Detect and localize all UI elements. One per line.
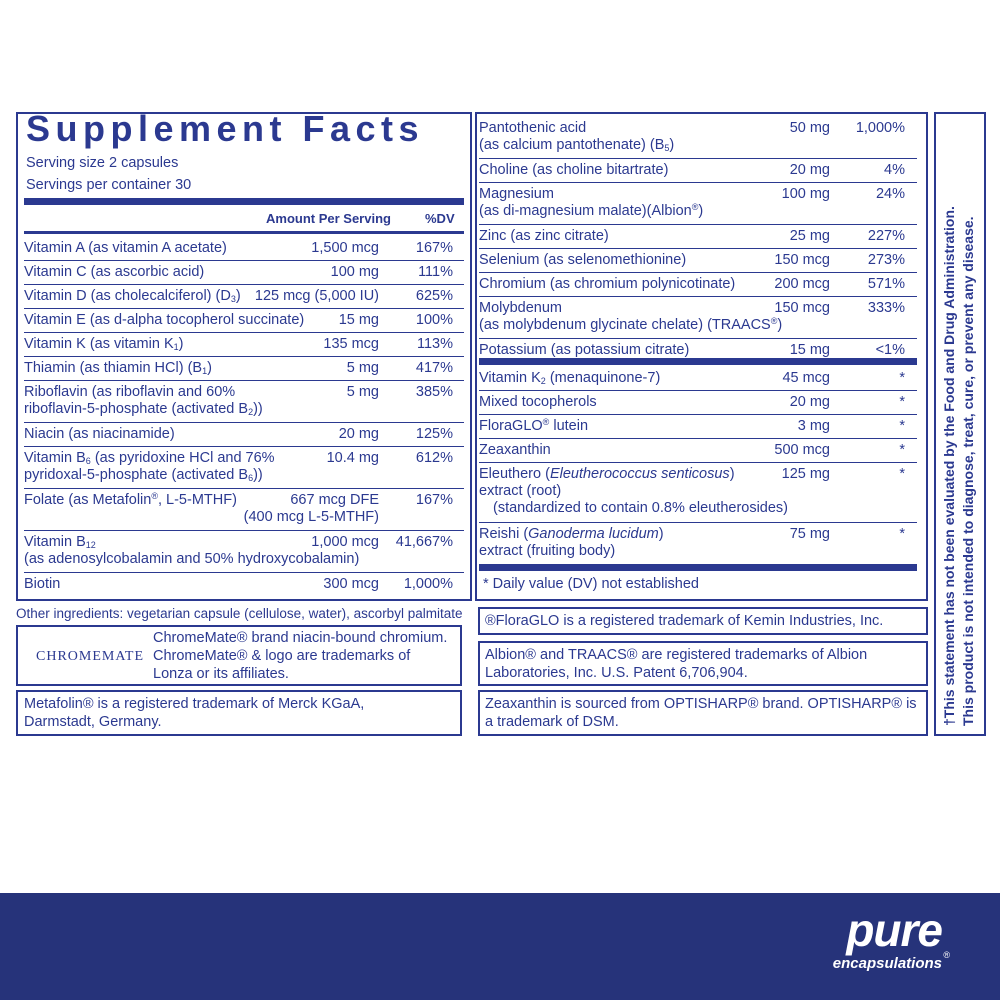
nutrient-amount [339, 312, 379, 329]
text-fragment: Vitamin A (as vitamin A acetate) [24, 240, 227, 256]
chromemate-line1: ChromeMate® brand niacin-bound chromium. [153, 630, 448, 646]
fda-statement [936, 112, 986, 736]
nutrient-dv: 167% [415, 492, 453, 508]
nutrient-name [479, 342, 689, 359]
nutrient-dv: 227% [867, 228, 905, 244]
subscript: 12 [85, 540, 96, 550]
text-fragment: FloraGLO [479, 418, 543, 434]
nutrient-name-line [24, 426, 175, 443]
brand-logo: pure [846, 904, 942, 956]
subscript: 5 [664, 143, 670, 153]
text-fragment: Zinc (as zinc citrate) [479, 228, 609, 244]
nutrient-dv: 273% [867, 252, 905, 268]
text-fragment: ) [669, 137, 675, 153]
nutrient-amount [782, 466, 830, 483]
text-fragment: Ganoderma lucidum [528, 526, 659, 542]
nutrient-name [479, 162, 668, 179]
nutrient-dv: 571% [867, 276, 905, 292]
nutrient-row [479, 522, 917, 564]
amount-line: 500 mcg [774, 442, 830, 458]
superscript: ® [151, 491, 158, 501]
nutrient-name [24, 492, 237, 509]
nutrient-dv: 333% [867, 300, 905, 316]
nutrient-name-line [479, 276, 735, 293]
nutrient-amount [790, 228, 830, 245]
text-fragment: Choline (as choline bitartrate) [479, 162, 669, 178]
nutrient-name [24, 426, 175, 443]
nutrient-name-line [479, 543, 664, 560]
text-fragment: ) [658, 526, 664, 542]
nutrient-name [24, 312, 304, 329]
nutrient-row [479, 248, 917, 272]
servings-per-container: Servings per container 30 [26, 177, 192, 193]
text-fragment: Eleutherococcus senticosus [549, 466, 730, 482]
text-fragment: Potassium (as potassium citrate) [479, 342, 690, 358]
amount-per-serving-header: Amount Per Serving [266, 211, 391, 226]
nutrient-name [24, 360, 212, 377]
nutrient-name-line [24, 312, 304, 329]
chromemate-line3: Lonza or its affiliates. [153, 666, 289, 682]
nutrient-name [24, 240, 227, 257]
text-fragment: (as molybdenum glycinate chelate) (TRAACS [479, 317, 771, 333]
text-fragment: Vitamin C (as ascorbic acid) [24, 264, 205, 280]
nutrient-row [24, 332, 464, 356]
nutrient-name-line [24, 240, 227, 257]
nutrient-name-line [479, 526, 664, 543]
nutrient-amount [790, 394, 830, 411]
nutrient-row [479, 462, 917, 522]
dv-note: * Daily value (DV) not established [483, 576, 699, 592]
text-fragment: , L-5-MTHF) [157, 492, 237, 508]
albion-line2: Laboratories, Inc. U.S. Patent 6,706,904. [485, 665, 748, 681]
text-fragment: Vitamin K (as vitamin K [24, 336, 174, 352]
nutrient-name-line [479, 252, 686, 269]
nutrient-name [479, 300, 782, 334]
nutrient-row [479, 366, 917, 390]
superscript: ® [542, 417, 550, 427]
nutrient-amount [790, 526, 830, 543]
zeaxanthin-line1: Zeaxanthin is sourced from OPTISHARP® brand. OPTISHARP® is [485, 696, 917, 712]
nutrient-name-line [24, 551, 359, 568]
amount-line: 150 mcg [774, 300, 830, 316]
amount-line: 10.4 mg [326, 450, 379, 466]
nutrient-dv: 111% [418, 264, 453, 280]
nutrient-row [479, 182, 917, 224]
nutrient-name [479, 276, 735, 293]
nutrient-row [479, 414, 917, 438]
text-fragment: lutein [549, 418, 589, 434]
amount-line: 1,000 mcg [311, 534, 379, 550]
nutrient-name-line [24, 450, 275, 467]
nutrient-name [479, 418, 588, 435]
text-fragment: ) [207, 360, 212, 376]
nutrient-dv: * [899, 442, 905, 458]
other-ingredients: Other ingredients: vegetarian capsule (cellulose, water), ascorbyl palmitate [16, 606, 463, 621]
nutrient-name [24, 288, 241, 305]
nutrient-amount [331, 264, 379, 281]
nutrient-name-line [24, 288, 241, 305]
nutrient-name-line [24, 467, 275, 484]
floraglo-note: ®FloraGLO is a registered trademark of Kemin Industries, Inc. [485, 613, 884, 629]
nutrient-dv: 1,000% [403, 576, 453, 592]
nutrient-name-line [24, 360, 212, 377]
nutrient-dv: * [899, 526, 905, 542]
text-fragment: (as adenosylcobalamin and 50% hydroxycobalamin) [24, 551, 360, 567]
nutrient-name-line [479, 466, 788, 483]
nutrient-dv: 167% [415, 240, 453, 256]
header-rule [24, 231, 464, 234]
amount-line: 5 mg [346, 360, 379, 376]
nutrient-amount [347, 360, 379, 377]
amount-line: 300 mcg [323, 576, 379, 592]
nutrient-dv: 385% [415, 384, 453, 400]
text-fragment: Molybdenum [479, 300, 563, 316]
nutrient-name-line [24, 264, 204, 281]
text-fragment: )) [253, 401, 263, 417]
amount-line: 100 mg [781, 186, 830, 202]
nutrient-name-line [479, 370, 660, 387]
amount-line: 75 mg [789, 526, 830, 542]
text-fragment: Vitamin K [479, 370, 541, 386]
nutrient-name-line [479, 342, 689, 359]
brand-footer [0, 893, 1000, 1000]
nutrient-amount [339, 426, 379, 443]
nutrient-name [479, 394, 597, 411]
nutrient-name [24, 450, 275, 484]
subscript: 6 [85, 456, 91, 466]
nutrient-dv: 113% [416, 336, 453, 352]
nutrient-amount [311, 240, 379, 257]
text-fragment: (standardized to contain 0.8% eleutherosides) [493, 500, 789, 516]
nutrient-dv: 417% [415, 360, 453, 376]
text-fragment: (as di-magnesium malate)(Albion [479, 203, 692, 219]
nutrient-dv: 612% [415, 450, 453, 466]
nutrient-row [24, 308, 464, 332]
nutrient-name [479, 442, 551, 459]
dv-header: %DV [425, 211, 455, 226]
nutrient-name-line [24, 384, 263, 401]
nutrient-name [479, 252, 686, 269]
amount-line: 100 mg [330, 264, 379, 280]
nutrient-name-line [479, 300, 782, 317]
nutrient-row [24, 530, 464, 572]
nutrient-amount [347, 384, 379, 401]
subscript: 3 [230, 294, 236, 304]
nutrient-row [24, 236, 464, 260]
nutrient-amount [798, 418, 830, 435]
text-fragment: Selenium (as selenomethionine) [479, 252, 687, 268]
nutrient-name-line [479, 137, 674, 154]
amount-line: 20 mg [338, 426, 379, 442]
nutrient-name-line [479, 120, 674, 137]
text-fragment: (menaquinone-7) [545, 370, 661, 386]
amount-line: 1,500 mcg [311, 240, 379, 256]
right-section-divider [479, 358, 917, 365]
nutrient-amount [774, 442, 830, 459]
nutrient-amount [323, 576, 379, 593]
nutrient-row [24, 422, 464, 446]
subscript: 2 [248, 407, 254, 417]
amount-line: 5 mg [346, 384, 379, 400]
amount-line: 200 mcg [774, 276, 830, 292]
nutrient-name-line [479, 394, 597, 411]
nutrient-amount [790, 162, 830, 179]
amount-line: 125 mg [781, 466, 830, 482]
metafolin-line1: Metafolin® is a registered trademark of Merck KGaA, [24, 696, 365, 712]
amount-line: 50 mg [789, 120, 830, 136]
text-fragment: ) [777, 317, 783, 333]
nutrient-name [24, 576, 60, 593]
nutrient-name [24, 534, 359, 568]
text-fragment: ) [178, 336, 184, 352]
brand-registered-mark: ® [943, 950, 950, 960]
nutrient-amount [323, 336, 379, 353]
serving-size: Serving size 2 capsules [26, 155, 179, 171]
nutrient-row [479, 390, 917, 414]
nutrient-row [24, 572, 464, 596]
nutrient-row [479, 438, 917, 462]
text-fragment: extract (fruiting body) [479, 543, 616, 559]
nutrient-row [24, 260, 464, 284]
nutrient-row [24, 284, 464, 308]
albion-line1: Albion® and TRAACS® are registered trademarks of Albion [485, 647, 868, 663]
amount-line: 3 mg [797, 418, 830, 434]
text-fragment: pyridoxal-5-phosphate (activated B [24, 467, 249, 483]
text-fragment: (as pyridoxine HCl and 76% [90, 450, 275, 466]
chromemate-logo: CHROMEMATE [36, 649, 145, 664]
nutrient-name-line [479, 186, 703, 203]
nutrient-amount [774, 300, 830, 317]
text-fragment: Chromium (as chromium polynicotinate) [479, 276, 736, 292]
nutrient-name [479, 120, 674, 154]
amount-line: 125 mcg (5,000 IU) [254, 288, 379, 304]
nutrient-row [479, 158, 917, 182]
nutrient-dv: 24% [875, 186, 905, 202]
right-bottom-divider [479, 564, 917, 571]
nutrient-dv: 1,000% [855, 120, 905, 136]
amount-line: 25 mg [789, 228, 830, 244]
nutrient-row [479, 224, 917, 248]
text-fragment: ) [729, 466, 735, 482]
nutrient-name-line [479, 162, 668, 179]
nutrient-name [479, 526, 664, 560]
nutrient-amount [790, 120, 830, 137]
nutrient-row [479, 296, 917, 338]
nutrient-row [24, 356, 464, 380]
nutrient-name-line [479, 442, 551, 459]
fda-line2: This product is not intended to diagnose, treat, cure, or prevent any disease. [960, 216, 976, 726]
nutrient-name [24, 336, 183, 353]
nutrient-name-line [479, 317, 782, 334]
nutrient-dv: 625% [415, 288, 453, 304]
subscript: 6 [248, 473, 254, 483]
text-fragment: Pantothenic acid [479, 120, 587, 136]
fda-line1: †This statement has not been evaluated by the Food and Drug Administration. [941, 206, 957, 726]
nutrient-amount [782, 370, 830, 387]
nutrient-amount [774, 276, 830, 293]
nutrient-name-line [479, 203, 703, 220]
text-fragment: Vitamin B [24, 534, 86, 550]
nutrient-amount [255, 288, 379, 305]
text-fragment: Niacin (as niacinamide) [24, 426, 175, 442]
nutrient-dv: <1% [875, 342, 905, 358]
amount-line: 15 mg [789, 342, 830, 358]
nutrient-name [479, 186, 703, 220]
chromemate-line2: ChromeMate® & logo are trademarks of [153, 648, 411, 664]
header-divider [24, 198, 464, 205]
nutrient-amount [774, 252, 830, 269]
amount-line: 20 mg [789, 394, 830, 410]
subscript: 1 [202, 366, 208, 376]
text-fragment: Riboflavin (as riboflavin and 60% [24, 384, 236, 400]
nutrient-name-line [479, 500, 788, 517]
metafolin-line2: Darmstadt, Germany. [24, 714, 162, 730]
subscript: 1 [173, 342, 179, 352]
nutrient-dv: 100% [415, 312, 453, 328]
nutrient-name-line [479, 228, 609, 245]
text-fragment: Eleuthero ( [479, 466, 550, 482]
amount-line: 135 mcg [323, 336, 379, 352]
nutrient-name [24, 264, 204, 281]
nutrient-dv: 4% [884, 162, 905, 178]
supplement-facts-title: Supplement Facts [26, 108, 425, 149]
text-fragment: Magnesium [479, 186, 554, 202]
nutrient-name-line [24, 401, 263, 418]
text-fragment: extract (root) [479, 483, 562, 499]
nutrient-dv: 41,667% [395, 534, 453, 550]
amount-line: (400 mcg L-5-MTHF) [243, 509, 379, 525]
text-fragment: )) [253, 467, 263, 483]
nutrient-dv: * [899, 466, 905, 482]
text-fragment: Folate (as Metafolin [24, 492, 152, 508]
nutrient-row [24, 380, 464, 422]
amount-line: 15 mg [338, 312, 379, 328]
nutrient-amount [244, 492, 379, 526]
nutrient-name-line [24, 492, 237, 509]
superscript: ® [691, 202, 699, 212]
nutrient-row [24, 488, 464, 530]
nutrient-amount [790, 342, 830, 359]
nutrient-name-line [479, 418, 588, 435]
nutrient-name-line [24, 336, 183, 353]
text-fragment: Reishi ( [479, 526, 529, 542]
nutrient-name-line [24, 576, 60, 593]
nutrient-dv: 125% [415, 426, 453, 442]
zeaxanthin-line2: a trademark of DSM. [485, 714, 619, 730]
nutrient-name-line [479, 483, 788, 500]
nutrient-dv: * [899, 418, 905, 434]
text-fragment: (as calcium pantothenate) (B [479, 137, 665, 153]
subscript: 2 [540, 376, 546, 386]
nutrient-row [479, 116, 917, 158]
superscript: ® [770, 316, 778, 326]
text-fragment: Vitamin D (as cholecalciferol) (D [24, 288, 231, 304]
text-fragment: Biotin [24, 576, 61, 592]
text-fragment: Thiamin (as thiamin HCl) (B [24, 360, 203, 376]
nutrient-name [479, 228, 609, 245]
nutrient-row [479, 272, 917, 296]
text-fragment: Vitamin B [24, 450, 86, 466]
nutrient-amount [311, 534, 379, 551]
nutrient-amount [327, 450, 379, 467]
amount-line: 667 mcg DFE [290, 492, 379, 508]
text-fragment: riboflavin-5-phosphate (activated B [24, 401, 249, 417]
nutrient-name [24, 384, 263, 418]
nutrient-name-line [24, 534, 359, 551]
brand-subtitle: encapsulations [832, 955, 942, 972]
nutrient-dv: * [899, 394, 905, 410]
text-fragment: ) [235, 288, 241, 304]
text-fragment: Zeaxanthin [479, 442, 551, 458]
nutrient-name [479, 370, 660, 387]
amount-line: 20 mg [789, 162, 830, 178]
amount-line: 45 mcg [782, 370, 830, 386]
amount-line: 150 mcg [774, 252, 830, 268]
nutrient-row [24, 446, 464, 488]
nutrient-name [479, 466, 788, 517]
text-fragment: Vitamin E (as d-alpha tocopherol succinate) [24, 312, 305, 328]
text-fragment: Mixed tocopherols [479, 394, 597, 410]
nutrient-dv: * [899, 370, 905, 386]
text-fragment: ) [698, 203, 704, 219]
nutrient-amount [782, 186, 830, 203]
